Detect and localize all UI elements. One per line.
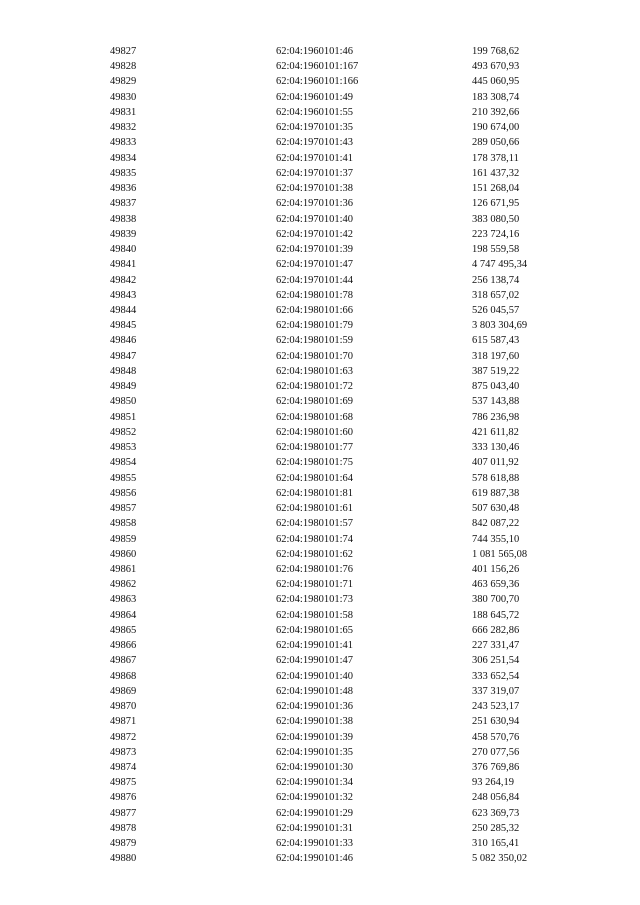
table-row [0,135,640,150]
cadastral-number: 62:04:1970101:41 [276,152,354,164]
row-number: 49866 [110,640,137,652]
cadastral-value: 5 082 350,02 [472,853,528,865]
cadastral-value: 507 630,48 [472,503,520,515]
row-number: 49832 [110,122,137,134]
row-number: 49831 [110,106,137,118]
row-number: 49878 [110,822,137,834]
table-row [0,486,640,501]
table-row [0,196,640,211]
table-row [0,730,640,745]
row-number: 49843 [110,289,137,301]
cadastral-value: 578 618,88 [472,472,520,484]
cadastral-number: 62:04:1980101:74 [276,533,354,545]
table-row [0,273,640,288]
cadastral-value: 445 060,95 [472,76,520,88]
row-number: 49835 [110,167,137,179]
cadastral-number: 62:04:1980101:61 [276,503,354,515]
table-row [0,638,640,653]
cadastral-value: 3 803 304,69 [472,320,528,332]
cadastral-number: 62:04:1980101:75 [276,457,354,469]
cadastral-value: 1 081 565,08 [472,548,528,560]
cadastral-value: 337 319,07 [472,685,520,697]
table-row [0,471,640,486]
cadastral-value: 4 747 495,34 [472,259,528,271]
cadastral-value: 619 887,38 [472,487,520,499]
table-row [0,547,640,562]
table-row [0,760,640,775]
row-number: 49880 [110,853,137,865]
row-number: 49840 [110,244,137,256]
table-row [0,120,640,135]
row-number: 49844 [110,304,137,316]
cadastral-value: 289 050,66 [472,137,520,149]
table-row [0,44,640,59]
row-number: 49830 [110,91,137,103]
cadastral-value: 243 523,17 [472,701,520,713]
cadastral-number: 62:04:1960101:167 [276,61,359,73]
cadastral-number: 62:04:1980101:73 [276,594,354,606]
table-row [0,151,640,166]
cadastral-value: 407 011,92 [472,457,519,469]
table-row [0,653,640,668]
row-number: 49848 [110,365,137,377]
row-number: 49845 [110,320,137,332]
cadastral-number: 62:04:1980101:69 [276,396,354,408]
cadastral-value: 198 559,58 [472,244,520,256]
table-row [0,74,640,89]
cadastral-number: 62:04:1980101:65 [276,624,354,636]
table-row [0,349,640,364]
table-row [0,379,640,394]
cadastral-value: 537 143,88 [472,396,520,408]
table-row [0,394,640,409]
cadastral-number: 62:04:1970101:39 [276,244,354,256]
cadastral-value: 199 768,62 [472,46,520,57]
table-row [0,532,640,547]
row-number: 49876 [110,792,137,804]
row-number: 49850 [110,396,137,408]
row-number: 49833 [110,137,137,149]
cadastral-number: 62:04:1990101:30 [276,762,354,774]
cadastral-value: 318 657,02 [472,289,520,301]
cadastral-value: 183 308,74 [472,91,520,103]
row-number: 49858 [110,518,137,530]
cadastral-value: 458 570,76 [472,731,520,743]
cadastral-value: 256 138,74 [472,274,520,286]
cadastral-value: 623 369,73 [472,807,520,819]
cadastral-number: 62:04:1970101:37 [276,167,354,179]
cadastral-value: 786 236,98 [472,411,520,423]
table-row [0,227,640,242]
table-row [0,790,640,805]
cadastral-number: 62:04:1980101:78 [276,289,354,301]
cadastral-value: 161 437,32 [472,167,520,179]
table-row [0,303,640,318]
row-number: 49838 [110,213,137,225]
table-row [0,821,640,836]
row-number: 49862 [110,579,137,591]
table-row [0,562,640,577]
cadastral-value: 250 285,32 [472,822,520,834]
cadastral-number: 62:04:1970101:35 [276,122,354,134]
cadastral-number: 62:04:1960101:55 [276,106,354,118]
cadastral-value: 401 156,26 [472,563,520,575]
cadastral-number: 62:04:1980101:60 [276,426,354,438]
row-number: 49837 [110,198,137,210]
cadastral-value: 270 077,56 [472,746,520,758]
table-row [0,714,640,729]
cadastral-number: 62:04:1990101:38 [276,716,354,728]
row-number: 49857 [110,503,137,515]
cadastral-value: 227 331,47 [472,640,520,652]
table-row [0,90,640,105]
table-row [0,775,640,790]
cadastral-number: 62:04:1990101:32 [276,792,354,804]
cadastral-number: 62:04:1980101:63 [276,365,354,377]
row-number: 49870 [110,701,137,713]
cadastral-value: 248 056,84 [472,792,520,804]
cadastral-number: 62:04:1990101:46 [276,853,354,865]
table-row [0,699,640,714]
cadastral-number: 62:04:1980101:79 [276,320,354,332]
cadastral-value: 526 045,57 [472,304,520,316]
row-number: 49847 [110,350,137,362]
cadastral-number: 62:04:1960101:46 [276,46,354,57]
cadastral-number: 62:04:1990101:29 [276,807,354,819]
row-number: 49877 [110,807,137,819]
cadastral-value: 744 355,10 [472,533,520,545]
cadastral-number: 62:04:1980101:70 [276,350,354,362]
row-number: 49859 [110,533,137,545]
cadastral-value: 310 165,41 [472,838,520,850]
cadastral-value: 93 264,19 [472,777,514,789]
row-number: 49839 [110,228,137,240]
table-row [0,745,640,760]
table-row [0,516,640,531]
cadastral-number: 62:04:1980101:72 [276,381,354,393]
table-row [0,501,640,516]
cadastral-value: 463 659,36 [472,579,520,591]
table-row [0,425,640,440]
table-row [0,59,640,74]
row-number: 49841 [110,259,137,271]
row-number: 49860 [110,548,137,560]
cadastral-number: 62:04:1970101:44 [276,274,354,286]
table-row [0,288,640,303]
row-number: 49869 [110,685,137,697]
table-row [0,623,640,638]
row-number: 49867 [110,655,137,667]
cadastral-value: 151 268,04 [472,183,520,195]
row-number: 49872 [110,731,137,743]
row-number: 49864 [110,609,137,621]
cadastral-value: 306 251,54 [472,655,520,667]
cadastral-value: 333 652,54 [472,670,520,682]
cadastral-number: 62:04:1980101:62 [276,548,354,560]
cadastral-number: 62:04:1970101:36 [276,198,354,210]
table-row [0,669,640,684]
cadastral-number: 62:04:1980101:76 [276,563,354,575]
row-number: 49829 [110,76,137,88]
cadastral-number: 62:04:1960101:166 [276,76,359,88]
row-number: 49849 [110,381,137,393]
cadastral-number: 62:04:1990101:34 [276,777,354,789]
cadastral-number: 62:04:1980101:57 [276,518,354,530]
table-row [0,318,640,333]
row-number: 49834 [110,152,137,164]
cadastral-number: 62:04:1980101:77 [276,442,354,454]
data-table [0,44,640,867]
table-row [0,592,640,607]
cadastral-value: 318 197,60 [472,350,520,362]
cadastral-number: 62:04:1990101:31 [276,822,354,834]
cadastral-number: 62:04:1980101:64 [276,472,354,484]
cadastral-value: 188 645,72 [472,609,520,621]
row-number: 49836 [110,183,137,195]
row-number: 49828 [110,61,137,73]
table-row [0,410,640,425]
row-number: 49873 [110,746,137,758]
cadastral-number: 62:04:1980101:81 [276,487,354,499]
table-row [0,364,640,379]
table-row [0,455,640,470]
cadastral-value: 376 769,86 [472,762,520,774]
cadastral-value: 615 587,43 [472,335,520,347]
cadastral-number: 62:04:1970101:47 [276,259,354,271]
row-number: 49856 [110,487,137,499]
cadastral-value: 126 671,95 [472,198,520,210]
cadastral-value: 190 674,00 [472,122,520,134]
table-row [0,257,640,272]
cadastral-value: 421 611,82 [472,426,519,438]
table-row [0,684,640,699]
cadastral-value: 380 700,70 [472,594,520,606]
table-row [0,440,640,455]
row-number: 49863 [110,594,137,606]
table-row [0,836,640,851]
cadastral-number: 62:04:1980101:59 [276,335,354,347]
row-number: 49875 [110,777,137,789]
cadastral-number: 62:04:1990101:48 [276,685,354,697]
table-row [0,181,640,196]
cadastral-value: 210 392,66 [472,106,520,118]
cadastral-number: 62:04:1970101:40 [276,213,354,225]
cadastral-number: 62:04:1990101:47 [276,655,354,667]
cadastral-number: 62:04:1990101:35 [276,746,354,758]
cadastral-number: 62:04:1980101:58 [276,609,354,621]
cadastral-number: 62:04:1980101:68 [276,411,354,423]
cadastral-number: 62:04:1990101:41 [276,640,354,652]
table-row [0,333,640,348]
row-number: 49827 [110,46,137,57]
row-number: 49851 [110,411,137,423]
row-number: 49846 [110,335,137,347]
table-row [0,806,640,821]
cadastral-value: 666 282,86 [472,624,520,636]
cadastral-number: 62:04:1980101:66 [276,304,354,316]
cadastral-number: 62:04:1980101:71 [276,579,354,591]
row-number: 49874 [110,762,137,774]
row-number: 49865 [110,624,137,636]
cadastral-value: 842 087,22 [472,518,520,530]
cadastral-value: 223 724,16 [472,228,520,240]
cadastral-number: 62:04:1990101:40 [276,670,354,682]
cadastral-number: 62:04:1990101:33 [276,838,354,850]
row-number: 49868 [110,670,137,682]
table-row [0,577,640,592]
cadastral-value: 493 670,93 [472,61,520,73]
table-row [0,851,640,866]
cadastral-number: 62:04:1990101:36 [276,701,354,713]
cadastral-number: 62:04:1970101:43 [276,137,354,149]
row-number: 49879 [110,838,137,850]
table-row [0,242,640,257]
cadastral-value: 333 130,46 [472,442,520,454]
cadastral-number: 62:04:1970101:42 [276,228,354,240]
table-row [0,608,640,623]
row-number: 49861 [110,563,137,575]
cadastral-number: 62:04:1970101:38 [276,183,354,195]
row-number: 49854 [110,457,137,469]
row-number: 49852 [110,426,137,438]
cadastral-number: 62:04:1960101:49 [276,91,354,103]
row-number: 49855 [110,472,137,484]
cadastral-value: 251 630,94 [472,716,520,728]
cadastral-value: 875 043,40 [472,381,520,393]
cadastral-value: 387 519,22 [472,365,520,377]
table-row [0,105,640,120]
cadastral-value: 178 378,11 [472,152,519,164]
row-number: 49842 [110,274,137,286]
table-row [0,212,640,227]
table-row [0,166,640,181]
cadastral-number: 62:04:1990101:39 [276,731,354,743]
cadastral-value: 383 080,50 [472,213,520,225]
row-number: 49853 [110,442,137,454]
row-number: 49871 [110,716,137,728]
